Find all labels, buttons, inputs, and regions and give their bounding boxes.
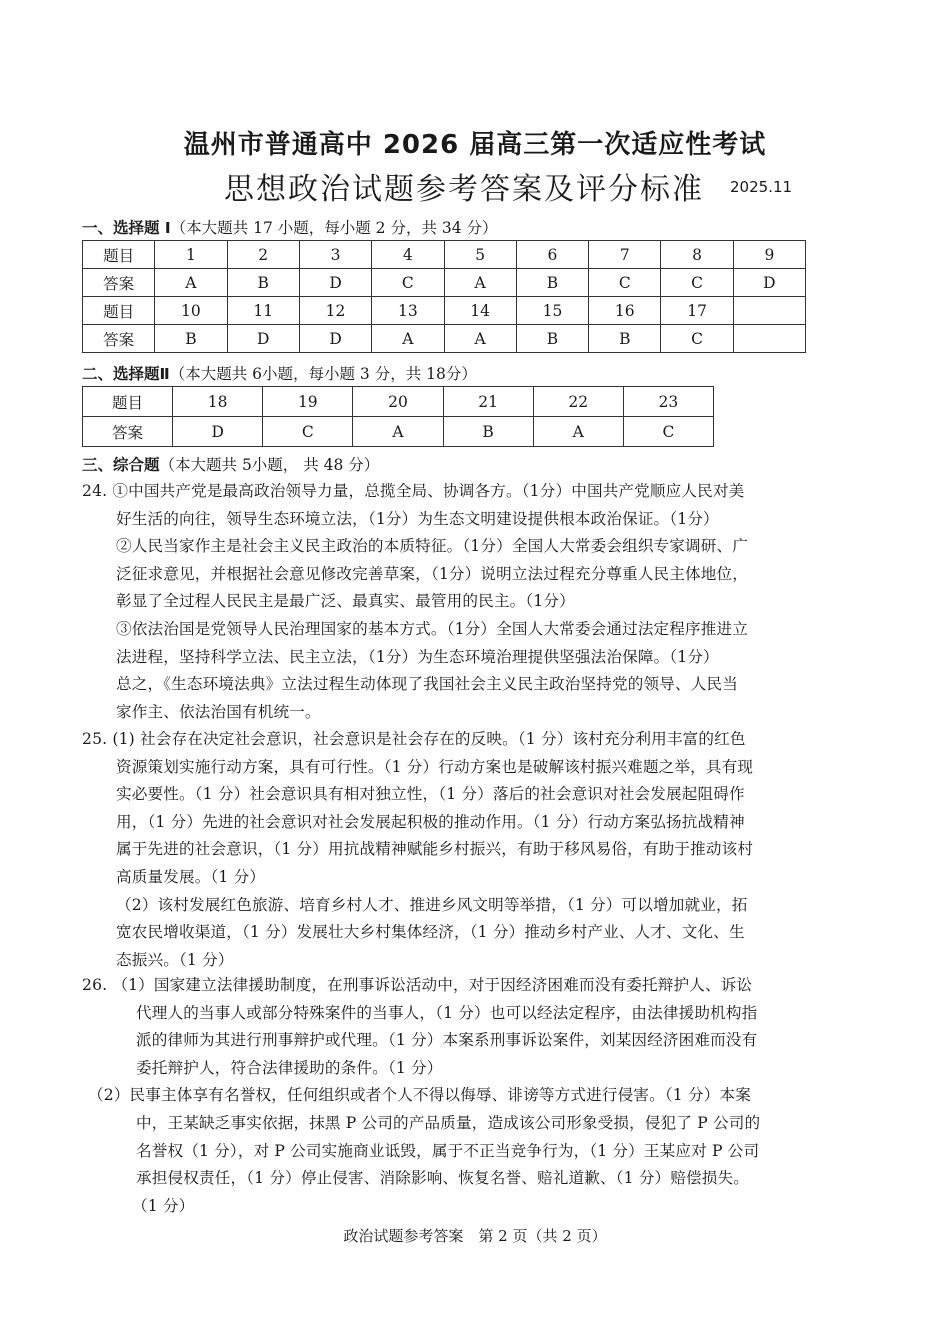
answer-cell: C [661,269,733,297]
question-number: 8 [661,241,733,269]
answer-cell: C [661,325,733,353]
question-number: 22 [533,387,623,417]
text-line: 资源策划实施行动方案，具有可行性。（1 分）行动方案也是破解该村振兴难题之举，具有现 [116,757,754,776]
title-line-1: 温州市普通高中 2026 届高三第一次适应性考试 [183,130,767,160]
row-label: 题目 [83,297,155,325]
text-line: 好生活的向往，领导生态环境立法，（1分）为生态文明建设提供根本政治保证。（1分） [116,509,719,528]
section3-heading-row [82,455,379,475]
answer-cell: C [589,269,661,297]
text-line: 属于先进的社会意识，（1 分）用抗战精神赋能乡村振兴，有助于移风易俗，有助于推动该村 [116,840,754,859]
answer-cell: B [589,325,661,353]
answer-cell: D [299,325,371,353]
text-line: 名誉权（1 分），对 P 公司实施商业诋毁，属于不正当竞争行为，（1 分）王某应对 P 公司 [136,1141,760,1160]
answer-table-2 [82,386,714,447]
question-number: 4 [372,241,444,269]
question-number: 16 [589,297,661,325]
table-row [83,325,806,353]
row-label: 题目 [83,387,173,417]
answer-cell: C [372,269,444,297]
answer-cell: C [623,417,713,447]
question-number: 21 [443,387,533,417]
question-number: 18 [173,387,263,417]
question-number: 12 [299,297,371,325]
exam-date: 2025.11 [730,178,793,196]
answer-cell: B [155,325,227,353]
section3-note: （本大题共 5小题， 共 48 分） [159,456,380,474]
text-line: 派的律师为其进行刑事辩护或代理。（1 分）本案系刑事诉讼案件，刘某因经济困难而没有 [136,1031,758,1050]
section1-heading: 一、选择题 I [82,219,171,237]
empty-cell [733,325,805,353]
answer-cell: A [533,417,623,447]
answer-cell: B [227,269,299,297]
answer-cell: A [372,325,444,353]
text-line: 实必要性。（1 分）社会意识具有相对独立性，（1 分）落后的社会意识对社会发展起阻碍作 [116,785,745,804]
text-line: 态振兴。（1 分） [116,950,234,969]
answer-table-1 [82,240,806,353]
text-line: 25. (1) 社会存在决定社会意识，社会意识是社会存在的反映。（1 分）该村充分利用丰富的红色 [82,730,746,748]
answer-cell: A [444,269,516,297]
question-number: 23 [623,387,713,417]
text-line: （2）民事主体享有名誉权，任何组织或者个人不得以侮辱、诽谤等方式进行侵害。（1 分）本案 [88,1086,751,1105]
text-line: 总之，《生态环境法典》立法过程生动体现了我国社会主义民主政治坚持党的领导、人民当 [116,675,738,694]
text-line: （2）该村发展红色旅游、培育乡村人才、推进乡风文明等举措，（1 分）可以增加就业，拓 [116,895,748,914]
question-number: 15 [516,297,588,325]
text-line: ②人民当家作主是社会主义民主政治的本质特征。（1分）全国人大常委会组织专家调研、广 [116,537,749,556]
section1-note: （本大题共 17 小题，每小题 2 分，共 34 分） [170,219,498,237]
title-line-2: 思想政治试题参考答案及评分标准 [224,172,704,207]
answer-25 [82,726,753,974]
row-label: 答案 [83,269,155,297]
table-row [83,417,714,447]
text-line: 家作主、依法治国有机统一。 [116,702,321,721]
text-line: 彰显了全过程人民民主是最广泛、最真实、最管用的民主。（1分） [116,592,575,611]
answer-cell: A [155,269,227,297]
text-line: 承担侵权责任，（1 分）停止侵害、消除影响、恢复名誉、赔礼道歉、（1 分）赔偿损失。 [136,1169,750,1188]
section1-heading-row [82,218,498,238]
question-number: 9 [733,241,805,269]
answer-cell: B [443,417,533,447]
answer-cell: D [173,417,263,447]
row-label: 题目 [83,241,155,269]
question-number: 6 [516,241,588,269]
question-number: 7 [589,241,661,269]
answer-cell: A [444,325,516,353]
table-row [83,241,806,269]
section3-heading: 三、综合题 [82,456,160,474]
text-line: 宽农民增收渠道，（1 分）发展壮大乡村集体经济，（1 分）推动乡村产业、人才、文化、生 [116,923,745,942]
answer-cell: D [227,325,299,353]
question-number: 3 [299,241,371,269]
text-line: 泛征求意见，并根据社会意见修改完善草案，（1分）说明立法过程充分尊重人民主体地位， [116,564,749,583]
text-line: 用，（1 分）先进的社会意识对社会发展起积极的推动作用。（1 分）行动方案弘扬抗战精神 [116,812,745,831]
text-line: 中，王某缺乏事实依据，抹黑 P 公司的产品质量，造成该公司形象受损，侵犯了 P 公司的 [136,1113,761,1132]
answer-26 [82,972,760,1220]
table-row [83,297,806,325]
answer-cell: A [353,417,443,447]
text-line: 高质量发展。（1 分） [116,867,266,886]
question-number: 13 [372,297,444,325]
section2-heading-row [82,364,477,384]
question-number: 5 [444,241,516,269]
text-line: 26. （1）国家建立法律援助制度，在刑事诉讼活动中，对于因经济困难而没有委托辩护人、诉讼 [82,976,753,994]
answer-cell: D [733,269,805,297]
question-number: 17 [661,297,733,325]
text-line: 法进程，坚持科学立法、民主立法，（1分）为生态环境治理提供坚强法治保障。（1分） [116,647,719,666]
question-number: 19 [263,387,353,417]
question-number: 11 [227,297,299,325]
page-footer: 政治试题参考答案 第 2 页（共 2 页） [343,1227,607,1245]
answer-cell: B [516,269,588,297]
answer-cell: D [299,269,371,297]
question-number: 20 [353,387,443,417]
question-number: 2 [227,241,299,269]
answer-24 [82,478,748,726]
section2-note: （本大题共 6小题，每小题 3 分，共 18分） [169,365,477,383]
table-row [83,269,806,297]
text-line: 代理人的当事人或部分特殊案件的当事人，（1 分）也可以经法定程序，由法律援助机构指 [136,1003,758,1022]
section2-heading: 二、选择题Ⅱ [82,365,170,383]
text-line: （1 分） [132,1196,195,1215]
answer-cell: B [516,325,588,353]
text-line: 委托辩护人，符合法律援助的条件。（1 分） [136,1058,443,1077]
row-label: 答案 [83,417,173,447]
question-number: 1 [155,241,227,269]
text-line: 24. ①中国共产党是最高政治领导力量，总揽全局、协调各方。（1分）中国共产党顺应人民对美 [82,482,745,500]
question-number: 14 [444,297,516,325]
answer-cell: C [263,417,353,447]
text-line: ③依法治国是党领导人民治理国家的基本方式。（1分）全国人大常委会通过法定程序推进立 [116,619,749,638]
row-label: 答案 [83,325,155,353]
question-number: 10 [155,297,227,325]
table-row [83,387,714,417]
empty-cell [733,297,805,325]
